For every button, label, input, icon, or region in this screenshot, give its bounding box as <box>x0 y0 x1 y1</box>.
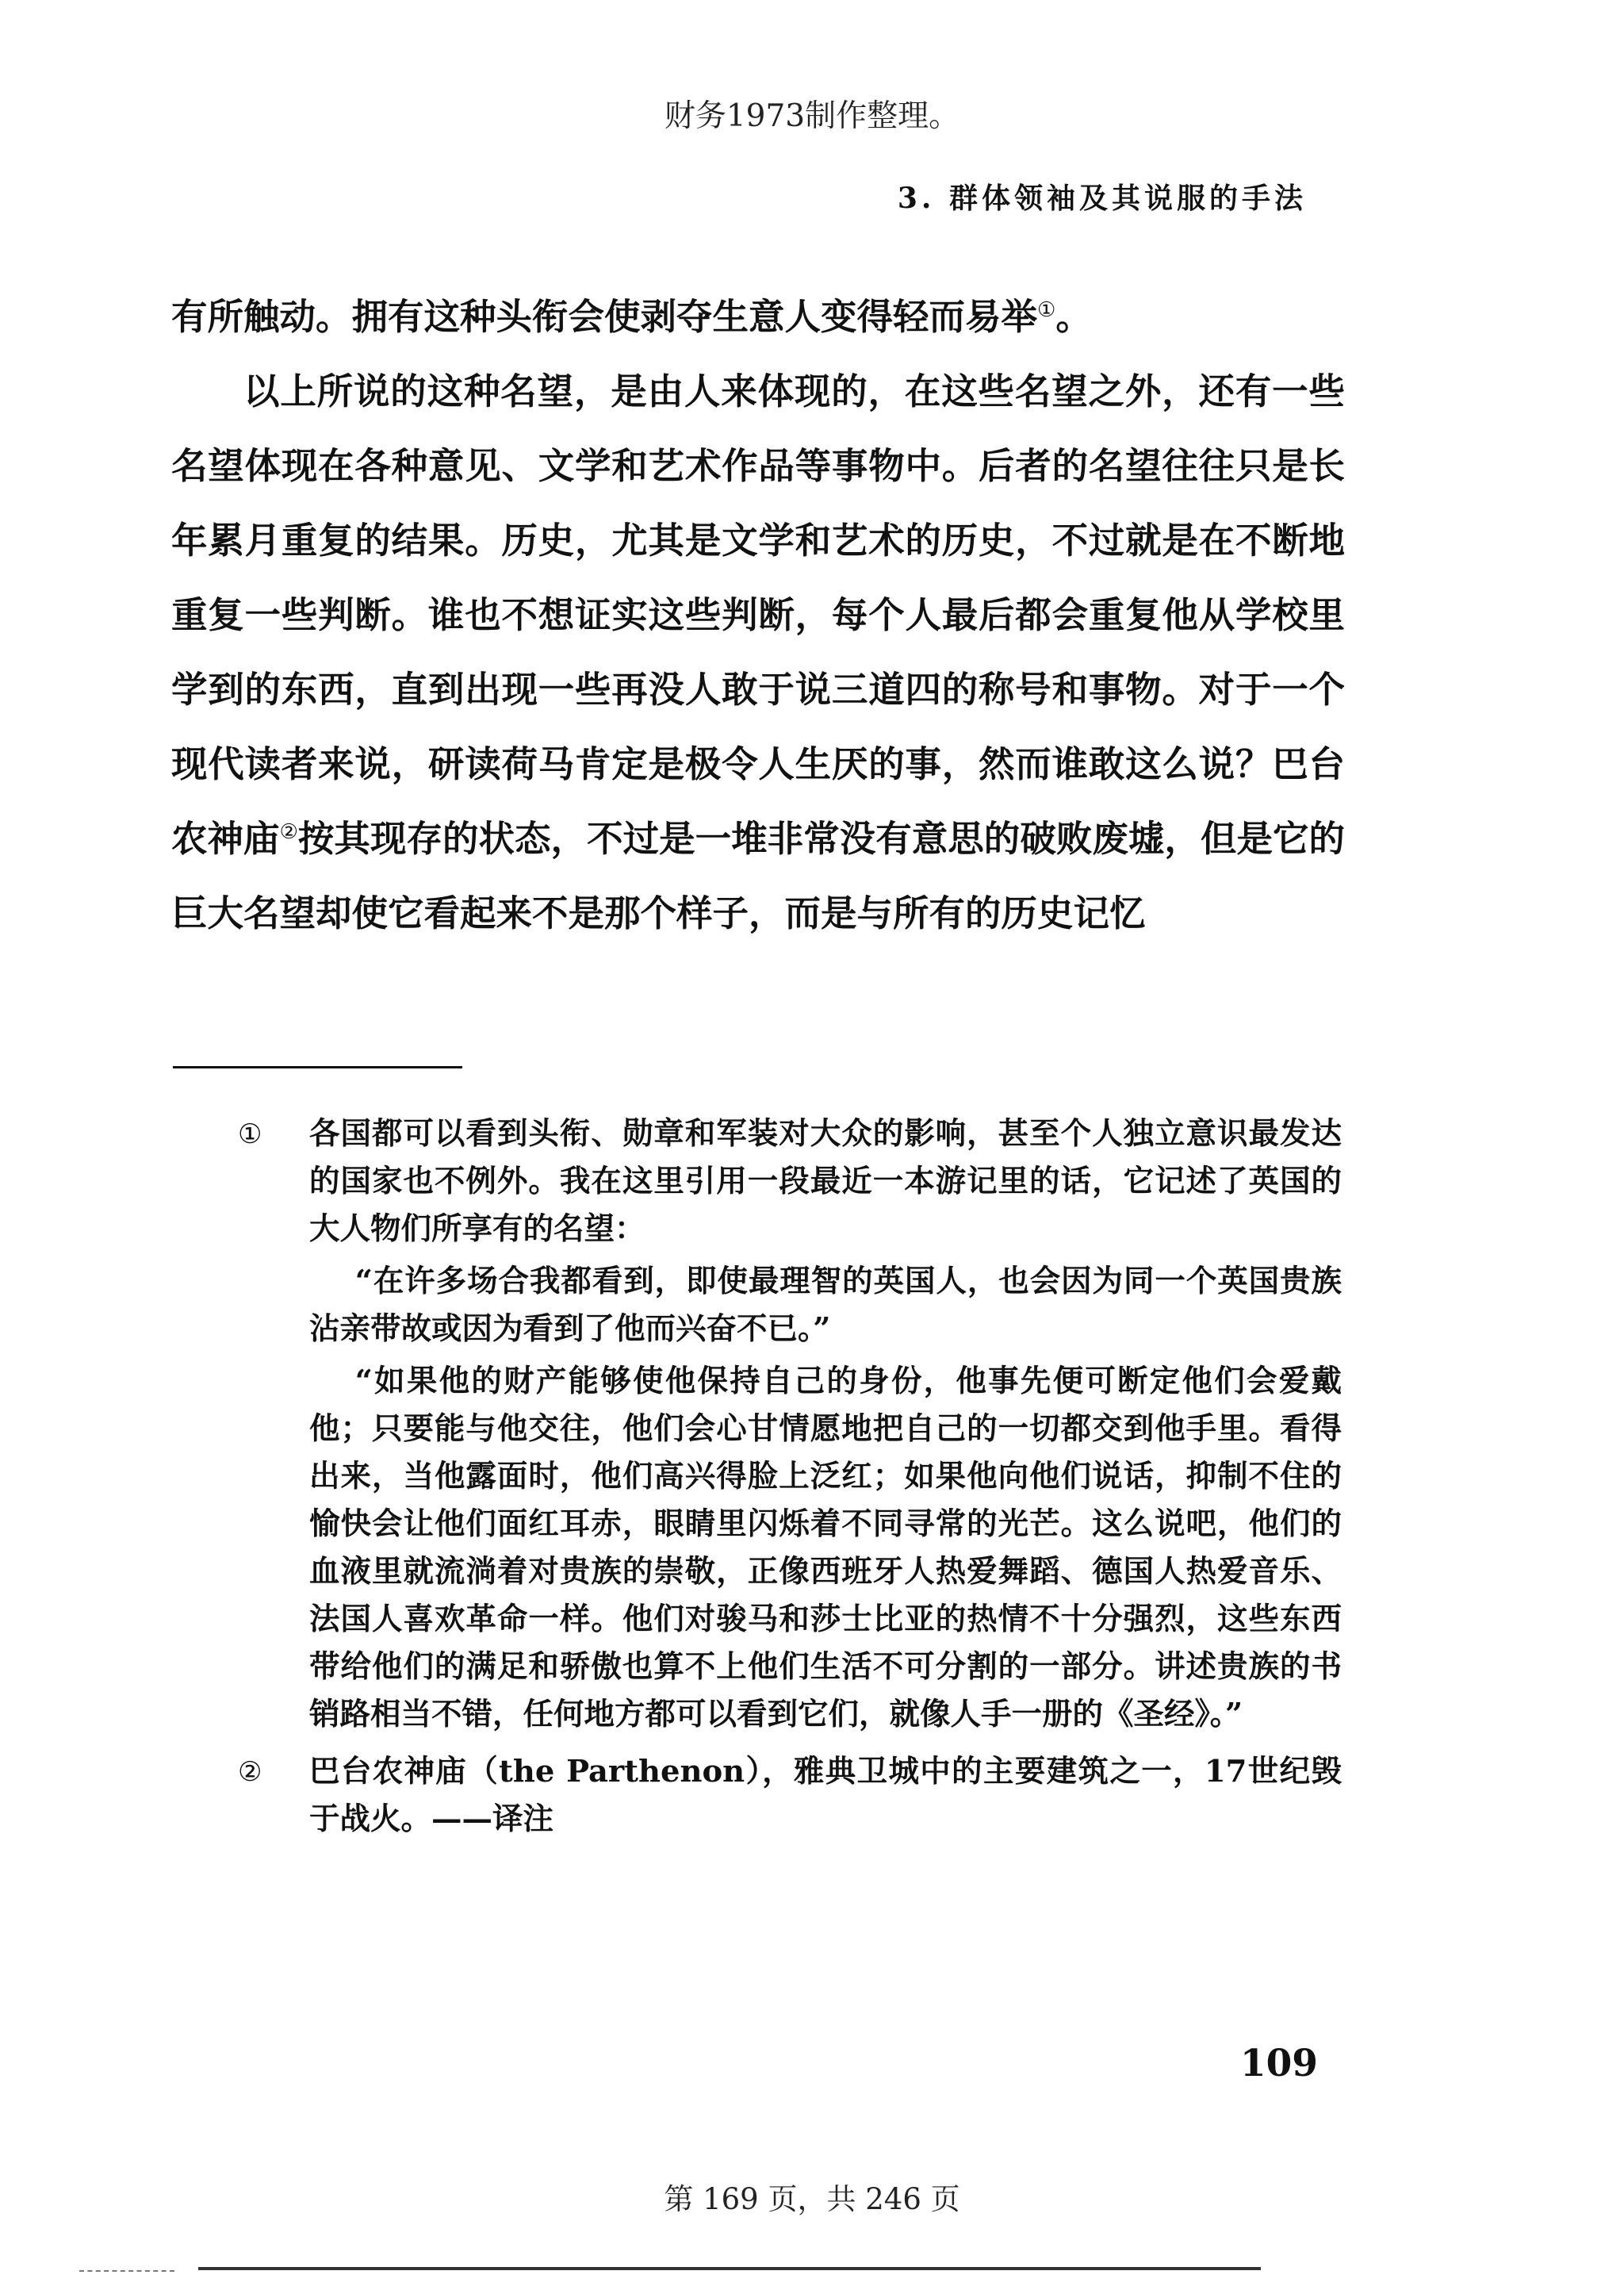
bottom-scan-mark <box>79 2270 174 2272</box>
footnote-1-mark: ① <box>238 1118 262 1150</box>
footnote-2 <box>238 1748 1342 1843</box>
footnote-ref-1[interactable]: ① <box>1037 297 1056 322</box>
footnote-2-text: 巴台农神庙（the Parthenon），雅典卫城中的主要建筑之一，17世纪毁于战火。——译注 <box>309 1754 1342 1837</box>
footnote-1-quote-1: “在许多场合我都看到，即使最理智的英国人，也会因为同一个英国贵族沾亲带故或因为看到了他而兴奋不已。” <box>309 1264 1342 1347</box>
paragraph-2-text-a: 以上所说的这种名望，是由人来体现的，在这些名望之外，还有一些名望体现在各种意见、文学和艺术作品等事物中。后者的名望往往只是长年累月重复的结果。历史，尤其是文学和艺术的历史，不过就是在不断地重复一些判断。谁也不想证实这些判断，每个人最后都会重复他从学校里学到的东西，直到出现一些再没人敢于说三道四的称号和事物。对于一个现代读者来说，研读荷马肯定是极令人生厌的事，然而谁敢这么说？巴台农神庙 <box>171 370 1345 860</box>
paragraph-1-text: 有所触动。拥有这种头衔会使剥夺生意人变得轻而易举 <box>171 295 1038 338</box>
paragraph-2-text-b: 按其现存的状态，不过是一堆非常没有意思的破败废墟，但是它的巨大名望却使它看起来不是那个样子，而是与所有的历史记忆 <box>171 817 1345 934</box>
pdf-page-indicator: 第 169 页，共 246 页 <box>664 2182 960 2216</box>
footnote-1 <box>238 1110 1342 1739</box>
footnotes <box>238 1110 1342 1843</box>
paragraph-2 <box>171 354 1345 950</box>
footnote-separator <box>173 1066 462 1068</box>
main-text <box>171 279 1345 950</box>
paragraph-1-end: 。 <box>1055 295 1092 338</box>
footnote-ref-2[interactable]: ② <box>279 819 298 844</box>
bottom-scan-line <box>198 2267 1261 2270</box>
page-number: 109 <box>1239 2042 1318 2085</box>
footnote-1-quote-2: “如果他的财产能够使他保持自己的身份，他事先便可断定他们会爱戴他；只要能与他交往，他们会心甘情愿地把自己的一切都交到他手里。看得出来，当他露面时，他们高兴得脸上泛红；如果他向他们说话，抑制不住的愉快会让他们面红耳赤，眼睛里闪烁着不同寻常的光芒。这么说吧，他们的血液里就流淌着对贵族的崇敬，正像西班牙人热爱舞蹈、德国人热爱音乐、法国人喜欢革命一样。他们对骏马和莎士比亚的热情不十分强烈，这些东西带给他们的满足和骄傲也算不上他们生活不可分割的一部分。讲述贵族的书销路相当不错，任何地方都可以看到它们，就像人手一册的《圣经》。” <box>309 1364 1342 1732</box>
running-header: 3. 群体领袖及其说服的手法 <box>897 182 1307 215</box>
footnote-2-mark: ② <box>238 1756 262 1788</box>
paragraph-1 <box>171 279 1345 354</box>
watermark-text: 财务1973制作整理。 <box>664 98 960 134</box>
footnote-1-text: 各国都可以看到头衔、勋章和军装对大众的影响，甚至个人独立意识最发达的国家也不例外。我在这里引用一段最近一本游记里的话，它记述了英国的大人物们所享有的名望： <box>309 1116 1342 1247</box>
